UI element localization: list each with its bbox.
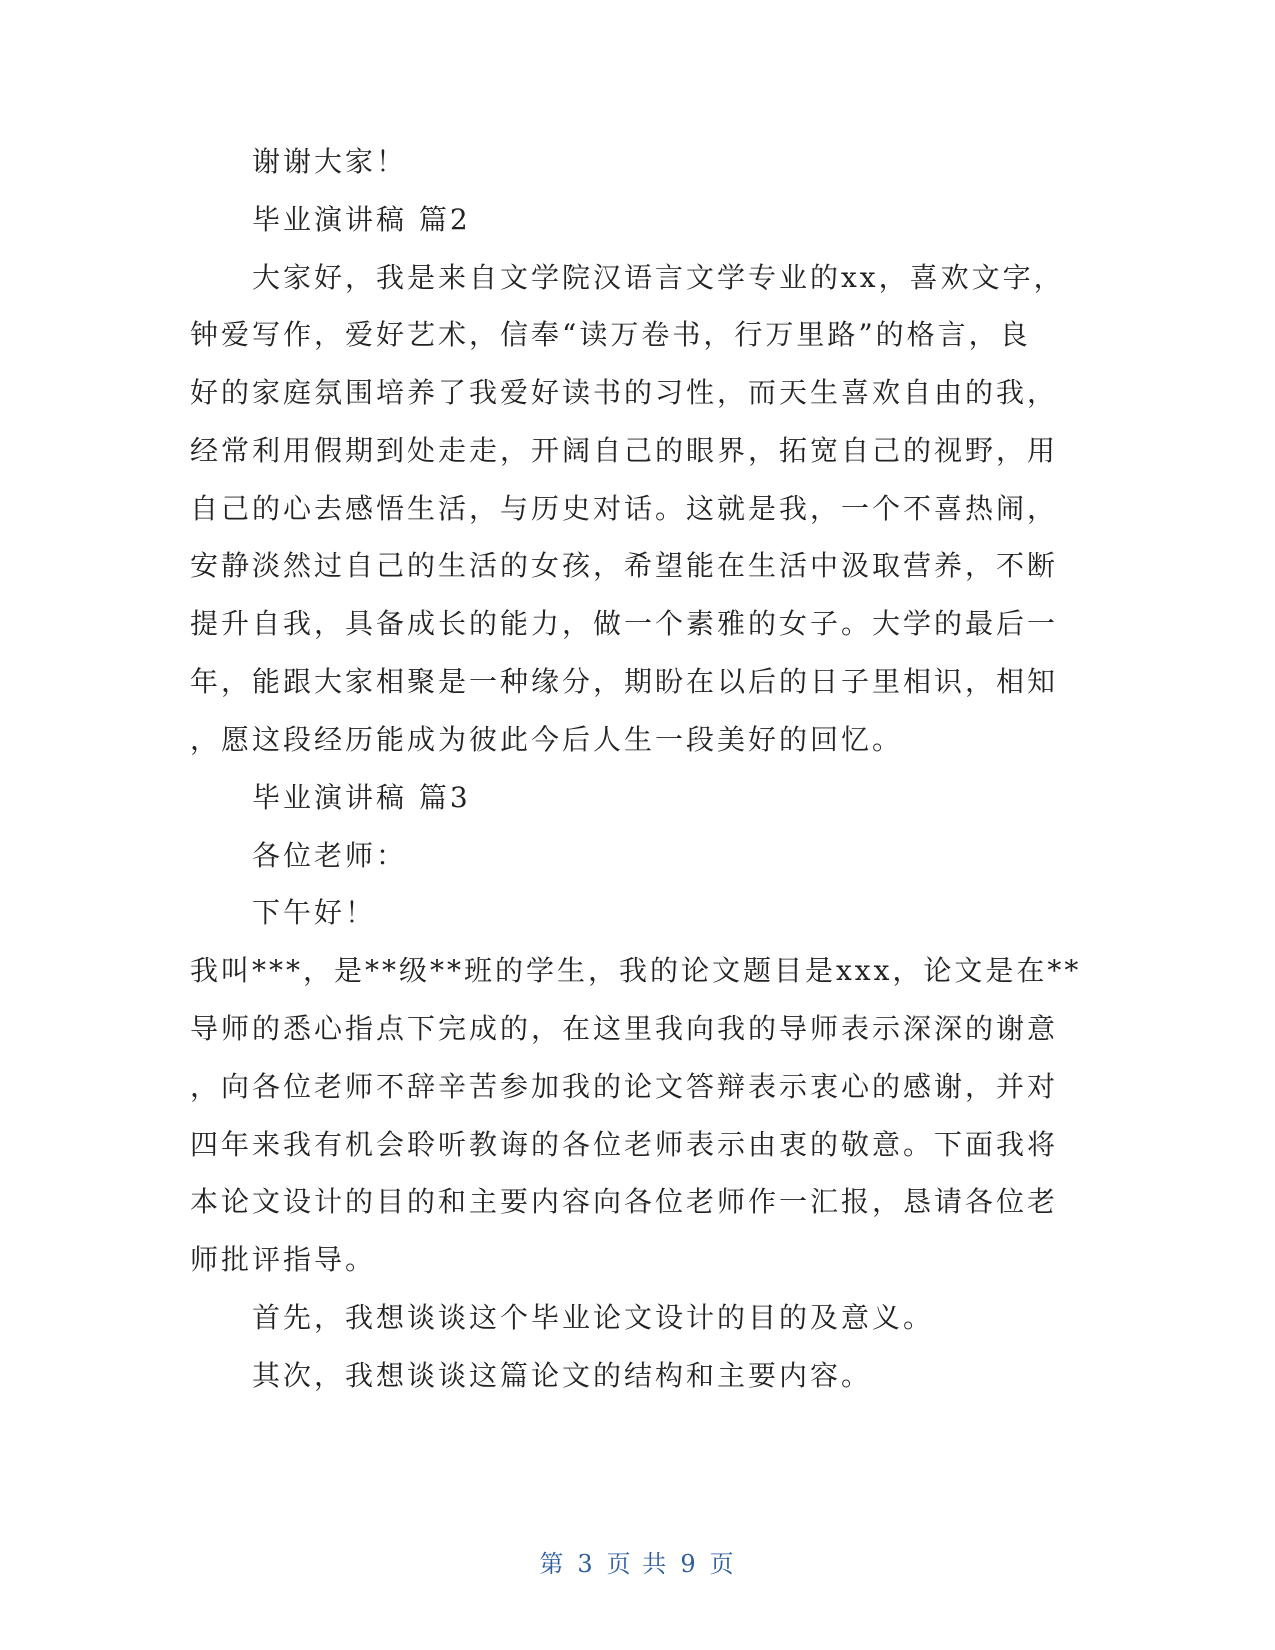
paragraph-line: 导师的悉心指点下完成的，在这里我向我的导师表示深深的谢意 xyxy=(190,1012,1059,1045)
paragraph-line: 四年来我有机会聆听教诲的各位老师表示由衷的敬意。下面我将 xyxy=(190,1128,1059,1161)
paragraph-line: 好的家庭氛围培养了我爱好读书的习性，而天生喜欢自由的我， xyxy=(190,376,1059,409)
section-heading-3: 毕业演讲稿 篇3 xyxy=(252,781,471,814)
paragraph-line: ，愿这段经历能成为彼此今后人生一段美好的回忆。 xyxy=(190,723,904,756)
paragraph-line: ，向各位老师不辞辛苦参加我的论文答辩表示衷心的感谢，并对 xyxy=(190,1070,1059,1103)
salutation: 各位老师： xyxy=(252,839,408,872)
paragraph-line: 我叫***，是**级**班的学生，我的论文题目是xxx，论文是在** xyxy=(190,954,1082,987)
paragraph-line: 师批评指导。 xyxy=(190,1243,377,1276)
paragraph-line: 自己的心去感悟生活，与历史对话。这就是我，一个不喜热闹， xyxy=(190,492,1059,525)
footer-current-page: 3 xyxy=(577,1550,595,1578)
footer-prefix: 第 xyxy=(539,1550,566,1578)
footer-suffix: 页 xyxy=(709,1550,736,1578)
paragraph-line: 年，能跟大家相聚是一种缘分，期盼在以后的日子里相识，相知 xyxy=(190,665,1059,698)
closing-thanks: 谢谢大家！ xyxy=(252,145,408,178)
paragraph-line: 本论文设计的目的和主要内容向各位老师作一汇报，恳请各位老 xyxy=(190,1185,1059,1218)
paragraph-line: 经常利用假期到处走走，开阔自己的眼界，拓宽自己的视野，用 xyxy=(190,434,1059,467)
footer-total-pages: 9 xyxy=(680,1550,698,1578)
section-heading-2: 毕业演讲稿 篇2 xyxy=(252,203,471,236)
paragraph-line: 首先，我想谈谈这个毕业论文设计的目的及意义。 xyxy=(252,1301,935,1334)
paragraph-line: 其次，我想谈谈这篇论文的结构和主要内容。 xyxy=(252,1359,873,1392)
paragraph-line: 大家好，我是来自文学院汉语言文学专业的xx，喜欢文字， xyxy=(252,261,1065,294)
greeting: 下午好！ xyxy=(252,896,377,929)
paragraph-line: 钟爱写作，爱好艺术，信奉“读万卷书，行万里路”的格言，良 xyxy=(190,318,1031,351)
paragraph-line: 安静淡然过自己的生活的女孩，希望能在生活中汲取营养，不断 xyxy=(190,549,1059,582)
footer-mid: 页 共 xyxy=(606,1550,669,1578)
paragraph-line: 提升自我，具备成长的能力，做一个素雅的女子。大学的最后一 xyxy=(190,607,1059,640)
page-footer xyxy=(0,1548,1275,1580)
